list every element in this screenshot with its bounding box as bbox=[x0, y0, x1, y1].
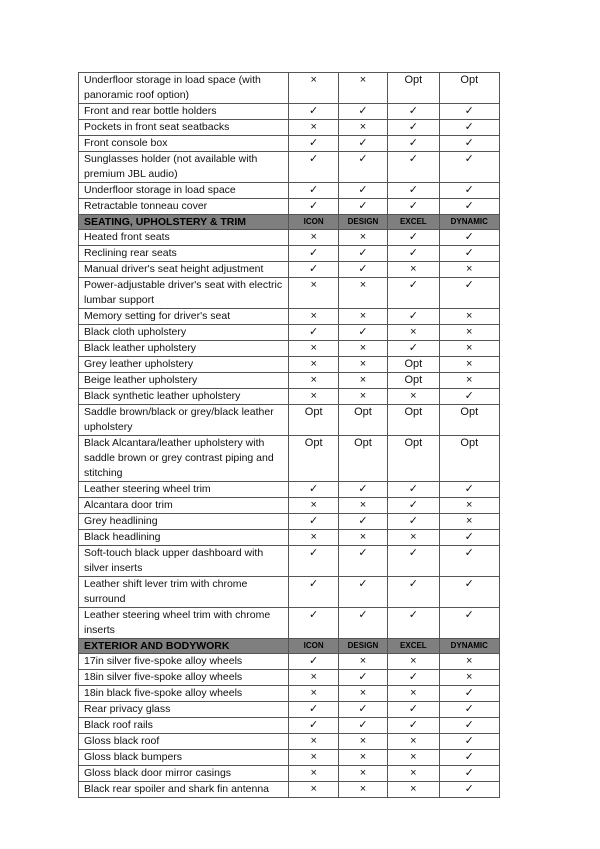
availability-cell: ✓ bbox=[439, 246, 499, 262]
availability-cell: ✓ bbox=[439, 152, 499, 183]
spec-table bbox=[78, 72, 500, 798]
availability-cell: ✓ bbox=[289, 183, 338, 199]
availability-cell: ✓ bbox=[439, 608, 499, 639]
availability-cell: × bbox=[338, 73, 387, 104]
table-row bbox=[79, 702, 500, 718]
availability-cell: ✓ bbox=[289, 546, 338, 577]
availability-cell: ✓ bbox=[289, 104, 338, 120]
availability-cell: ✓ bbox=[439, 718, 499, 734]
availability-cell: ✓ bbox=[388, 183, 439, 199]
availability-cell: × bbox=[439, 654, 499, 670]
trim-column-header: ICON bbox=[289, 215, 338, 230]
table-row bbox=[79, 530, 500, 546]
availability-cell: ✓ bbox=[388, 577, 439, 608]
availability-cell: ✓ bbox=[439, 199, 499, 215]
availability-cell: ✓ bbox=[289, 482, 338, 498]
availability-cell: ✓ bbox=[439, 766, 499, 782]
table-row bbox=[79, 608, 500, 639]
feature-name: Rear privacy glass bbox=[79, 702, 289, 718]
availability-cell: ✓ bbox=[388, 152, 439, 183]
table-row bbox=[79, 152, 500, 183]
availability-cell: ✓ bbox=[289, 702, 338, 718]
trim-column-header: DESIGN bbox=[338, 639, 387, 654]
availability-cell: ✓ bbox=[388, 482, 439, 498]
availability-cell: ✓ bbox=[338, 199, 387, 215]
feature-name: Leather shift lever trim with chrome surround bbox=[79, 577, 289, 608]
availability-cell: × bbox=[388, 782, 439, 798]
availability-cell: ✓ bbox=[439, 389, 499, 405]
availability-cell: × bbox=[338, 766, 387, 782]
availability-cell: ✓ bbox=[439, 230, 499, 246]
table-row bbox=[79, 230, 500, 246]
availability-cell: ✓ bbox=[338, 183, 387, 199]
table-row bbox=[79, 577, 500, 608]
feature-name: 18in silver five-spoke alloy wheels bbox=[79, 670, 289, 686]
table-row bbox=[79, 357, 500, 373]
table-row bbox=[79, 325, 500, 341]
feature-name: Black synthetic leather upholstery bbox=[79, 389, 289, 405]
availability-cell: Opt bbox=[439, 73, 499, 104]
availability-cell: ✓ bbox=[439, 120, 499, 136]
availability-cell: × bbox=[439, 341, 499, 357]
availability-cell: ✓ bbox=[289, 152, 338, 183]
feature-name: Manual driver's seat height adjustment bbox=[79, 262, 289, 278]
availability-cell: ✓ bbox=[289, 654, 338, 670]
feature-name: Black rear spoiler and shark fin antenna bbox=[79, 782, 289, 798]
feature-name: Retractable tonneau cover bbox=[79, 199, 289, 215]
table-row bbox=[79, 278, 500, 309]
availability-cell: × bbox=[338, 341, 387, 357]
availability-cell: ✓ bbox=[388, 309, 439, 325]
table-row bbox=[79, 734, 500, 750]
availability-cell: ✓ bbox=[388, 514, 439, 530]
table-row bbox=[79, 782, 500, 798]
availability-cell: Opt bbox=[338, 436, 387, 482]
feature-name: Black leather upholstery bbox=[79, 341, 289, 357]
availability-cell: × bbox=[289, 782, 338, 798]
table-row bbox=[79, 262, 500, 278]
feature-name: Beige leather upholstery bbox=[79, 373, 289, 389]
availability-cell: Opt bbox=[289, 436, 338, 482]
availability-cell: Opt bbox=[439, 436, 499, 482]
feature-name: Alcantara door trim bbox=[79, 498, 289, 514]
availability-cell: ✓ bbox=[289, 718, 338, 734]
availability-cell: × bbox=[338, 373, 387, 389]
table-row bbox=[79, 246, 500, 262]
availability-cell: ✓ bbox=[439, 104, 499, 120]
availability-cell: × bbox=[289, 357, 338, 373]
availability-cell: Opt bbox=[289, 405, 338, 436]
availability-cell: × bbox=[439, 670, 499, 686]
availability-cell: × bbox=[388, 686, 439, 702]
availability-cell: ✓ bbox=[388, 498, 439, 514]
availability-cell: ✓ bbox=[439, 577, 499, 608]
availability-cell: ✓ bbox=[439, 546, 499, 577]
availability-cell: × bbox=[338, 654, 387, 670]
availability-cell: × bbox=[388, 654, 439, 670]
availability-cell: ✓ bbox=[388, 718, 439, 734]
availability-cell: ✓ bbox=[289, 136, 338, 152]
availability-cell: × bbox=[388, 734, 439, 750]
availability-cell: ✓ bbox=[338, 262, 387, 278]
availability-cell: × bbox=[289, 670, 338, 686]
table-row bbox=[79, 104, 500, 120]
availability-cell: ✓ bbox=[338, 325, 387, 341]
availability-cell: ✓ bbox=[439, 482, 499, 498]
feature-name: Leather steering wheel trim with chrome inserts bbox=[79, 608, 289, 639]
feature-name: Gloss black roof bbox=[79, 734, 289, 750]
table-row bbox=[79, 120, 500, 136]
table-row bbox=[79, 183, 500, 199]
availability-cell: × bbox=[338, 498, 387, 514]
table-row bbox=[79, 686, 500, 702]
feature-name: 18in black five-spoke alloy wheels bbox=[79, 686, 289, 702]
section-header bbox=[79, 639, 500, 654]
availability-cell: × bbox=[289, 734, 338, 750]
availability-cell: ✓ bbox=[388, 120, 439, 136]
feature-name: Soft-touch black upper dashboard with silver inserts bbox=[79, 546, 289, 577]
table-row bbox=[79, 482, 500, 498]
availability-cell: × bbox=[289, 309, 338, 325]
availability-cell: ✓ bbox=[338, 482, 387, 498]
availability-cell: ✓ bbox=[338, 608, 387, 639]
availability-cell: ✓ bbox=[388, 670, 439, 686]
table-row bbox=[79, 199, 500, 215]
feature-name: Sunglasses holder (not available with premium JBL audio) bbox=[79, 152, 289, 183]
availability-cell: ✓ bbox=[439, 530, 499, 546]
availability-cell: ✓ bbox=[289, 577, 338, 608]
feature-name: Heated front seats bbox=[79, 230, 289, 246]
availability-cell: ✓ bbox=[439, 782, 499, 798]
availability-cell: × bbox=[289, 120, 338, 136]
availability-cell: × bbox=[338, 782, 387, 798]
availability-cell: × bbox=[338, 389, 387, 405]
availability-cell: × bbox=[289, 498, 338, 514]
feature-name: Pockets in front seat seatbacks bbox=[79, 120, 289, 136]
table-row bbox=[79, 373, 500, 389]
availability-cell: × bbox=[439, 262, 499, 278]
availability-cell: Opt bbox=[439, 405, 499, 436]
availability-cell: ✓ bbox=[289, 246, 338, 262]
availability-cell: × bbox=[439, 309, 499, 325]
availability-cell: × bbox=[289, 750, 338, 766]
availability-cell: ✓ bbox=[388, 104, 439, 120]
availability-cell: ✓ bbox=[388, 199, 439, 215]
trim-column-header: EXCEL bbox=[388, 215, 439, 230]
table-row bbox=[79, 341, 500, 357]
availability-cell: ✓ bbox=[439, 686, 499, 702]
availability-cell: × bbox=[289, 341, 338, 357]
availability-cell: ✓ bbox=[338, 152, 387, 183]
feature-name: Underfloor storage in load space (with panoramic roof option) bbox=[79, 73, 289, 104]
availability-cell: × bbox=[338, 734, 387, 750]
table-row bbox=[79, 750, 500, 766]
feature-name: Leather steering wheel trim bbox=[79, 482, 289, 498]
feature-name: Saddle brown/black or grey/black leather upholstery bbox=[79, 405, 289, 436]
availability-cell: Opt bbox=[388, 405, 439, 436]
trim-column-header: DYNAMIC bbox=[439, 639, 499, 654]
availability-cell: × bbox=[439, 514, 499, 530]
availability-cell: × bbox=[338, 120, 387, 136]
availability-cell: ✓ bbox=[388, 608, 439, 639]
feature-name: Underfloor storage in load space bbox=[79, 183, 289, 199]
feature-name: Gloss black door mirror casings bbox=[79, 766, 289, 782]
table-row bbox=[79, 309, 500, 325]
availability-cell: × bbox=[439, 373, 499, 389]
table-row bbox=[79, 405, 500, 436]
feature-name: Grey leather upholstery bbox=[79, 357, 289, 373]
availability-cell: × bbox=[338, 357, 387, 373]
availability-cell: ✓ bbox=[338, 702, 387, 718]
availability-cell: ✓ bbox=[338, 514, 387, 530]
table-row bbox=[79, 436, 500, 482]
availability-cell: ✓ bbox=[439, 183, 499, 199]
table-row bbox=[79, 136, 500, 152]
availability-cell: × bbox=[439, 498, 499, 514]
availability-cell: Opt bbox=[388, 73, 439, 104]
availability-cell: ✓ bbox=[388, 136, 439, 152]
availability-cell: × bbox=[338, 230, 387, 246]
availability-cell: ✓ bbox=[338, 718, 387, 734]
table-row bbox=[79, 389, 500, 405]
table-row bbox=[79, 498, 500, 514]
availability-cell: × bbox=[439, 357, 499, 373]
trim-column-header: DYNAMIC bbox=[439, 215, 499, 230]
feature-name: Black cloth upholstery bbox=[79, 325, 289, 341]
availability-cell: × bbox=[289, 373, 338, 389]
availability-cell: × bbox=[289, 73, 338, 104]
availability-cell: × bbox=[338, 686, 387, 702]
availability-cell: × bbox=[388, 766, 439, 782]
availability-cell: ✓ bbox=[439, 702, 499, 718]
table-row bbox=[79, 654, 500, 670]
feature-name: Front and rear bottle holders bbox=[79, 104, 289, 120]
availability-cell: ✓ bbox=[388, 341, 439, 357]
availability-cell: ✓ bbox=[289, 262, 338, 278]
availability-cell: ✓ bbox=[338, 136, 387, 152]
availability-cell: × bbox=[388, 750, 439, 766]
availability-cell: × bbox=[388, 389, 439, 405]
section-title: EXTERIOR AND BODYWORK bbox=[79, 639, 289, 654]
availability-cell: ✓ bbox=[289, 608, 338, 639]
table-row bbox=[79, 718, 500, 734]
trim-column-header: EXCEL bbox=[388, 639, 439, 654]
availability-cell: ✓ bbox=[388, 702, 439, 718]
availability-cell: × bbox=[338, 309, 387, 325]
availability-cell: ✓ bbox=[338, 577, 387, 608]
table-row bbox=[79, 766, 500, 782]
spec-table-body bbox=[79, 73, 500, 798]
availability-cell: ✓ bbox=[388, 546, 439, 577]
availability-cell: ✓ bbox=[388, 246, 439, 262]
availability-cell: ✓ bbox=[439, 278, 499, 309]
availability-cell: ✓ bbox=[289, 199, 338, 215]
availability-cell: × bbox=[289, 230, 338, 246]
feature-name: 17in silver five-spoke alloy wheels bbox=[79, 654, 289, 670]
availability-cell: × bbox=[338, 530, 387, 546]
availability-cell: Opt bbox=[388, 436, 439, 482]
table-row bbox=[79, 670, 500, 686]
availability-cell: ✓ bbox=[388, 230, 439, 246]
availability-cell: × bbox=[388, 325, 439, 341]
availability-cell: ✓ bbox=[388, 278, 439, 309]
availability-cell: × bbox=[289, 766, 338, 782]
feature-name: Grey headlining bbox=[79, 514, 289, 530]
availability-cell: × bbox=[289, 278, 338, 309]
feature-name: Front console box bbox=[79, 136, 289, 152]
availability-cell: Opt bbox=[388, 357, 439, 373]
section-header bbox=[79, 215, 500, 230]
availability-cell: Opt bbox=[338, 405, 387, 436]
availability-cell: Opt bbox=[388, 373, 439, 389]
trim-column-header: ICON bbox=[289, 639, 338, 654]
availability-cell: ✓ bbox=[338, 246, 387, 262]
availability-cell: × bbox=[338, 750, 387, 766]
availability-cell: × bbox=[338, 278, 387, 309]
table-row bbox=[79, 546, 500, 577]
availability-cell: ✓ bbox=[338, 104, 387, 120]
availability-cell: ✓ bbox=[439, 136, 499, 152]
feature-name: Memory setting for driver's seat bbox=[79, 309, 289, 325]
availability-cell: × bbox=[439, 325, 499, 341]
availability-cell: × bbox=[289, 686, 338, 702]
feature-name: Black Alcantara/leather upholstery with saddle brown or grey contrast piping and stitching bbox=[79, 436, 289, 482]
feature-name: Black headlining bbox=[79, 530, 289, 546]
availability-cell: ✓ bbox=[338, 670, 387, 686]
section-title: SEATING, UPHOLSTERY & TRIM bbox=[79, 215, 289, 230]
trim-column-header: DESIGN bbox=[338, 215, 387, 230]
feature-name: Gloss black bumpers bbox=[79, 750, 289, 766]
feature-name: Power-adjustable driver's seat with electric lumbar support bbox=[79, 278, 289, 309]
availability-cell: ✓ bbox=[289, 325, 338, 341]
feature-name: Reclining rear seats bbox=[79, 246, 289, 262]
availability-cell: ✓ bbox=[439, 750, 499, 766]
feature-name: Black roof rails bbox=[79, 718, 289, 734]
availability-cell: ✓ bbox=[439, 734, 499, 750]
availability-cell: × bbox=[388, 530, 439, 546]
table-row bbox=[79, 73, 500, 104]
availability-cell: ✓ bbox=[338, 546, 387, 577]
table-row bbox=[79, 514, 500, 530]
availability-cell: ✓ bbox=[289, 514, 338, 530]
availability-cell: × bbox=[289, 530, 338, 546]
availability-cell: × bbox=[388, 262, 439, 278]
availability-cell: × bbox=[289, 389, 338, 405]
